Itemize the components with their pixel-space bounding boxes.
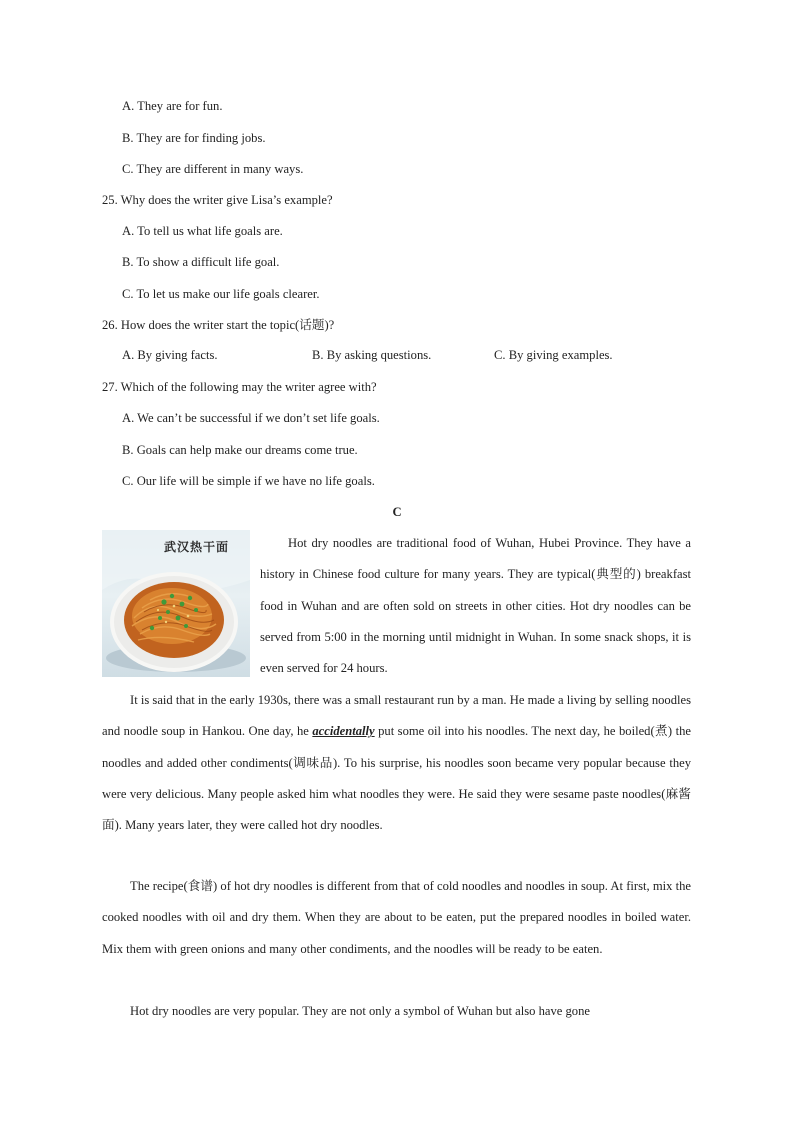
q25-option-a: A. To tell us what life goals are. <box>122 224 283 238</box>
q24-option-a: A. They are for fun. <box>122 99 223 113</box>
passage-paragraph-3: The recipe(食谱) of hot dry noodles is different from that of cold noodles and noodles in soup. At first, mix the cooked noodles with oil and dry them. When they are about to be eaten, put the prepared noodles in boiled water. Mix them with green onions and many other condiments, and the noodles will be ready to be eaten. <box>102 879 691 956</box>
q25-option-b: B. To show a difficult life goal. <box>122 255 280 269</box>
q26-option-c: C. By giving examples. <box>494 348 613 362</box>
q26-option-b: B. By asking questions. <box>312 348 432 362</box>
q25-stem: 25. Why does the writer give Lisa’s example? <box>102 193 333 207</box>
photo-caption: 武汉热干面 <box>164 540 230 554</box>
q25-option-c: C. To let us make our life goals clearer. <box>122 287 320 301</box>
q26-options <box>122 348 642 364</box>
passage-paragraph-2 <box>102 685 691 841</box>
q24-option-b: B. They are for finding jobs. <box>122 131 266 145</box>
q24-option-c: C. They are different in many ways. <box>122 162 304 176</box>
hot-dry-noodles-photo <box>102 530 250 677</box>
keyword-accidentally: accidentally <box>312 724 375 739</box>
q27-option-a: A. We can’t be successful if we don’t set life goals. <box>122 411 380 425</box>
paragraph-2-text-end: put some oil into his noodles. The next day, he boiled(煮) the noodles and added other condiments(调味品). To his surprise, his noodles soon became very popular because they were very delicious. Many people asked him what noodles they were. He said they were sesame paste noodles(麻酱面). Many years later, they were called hot dry noodles. <box>102 724 691 833</box>
section-letter: C <box>392 505 402 519</box>
q27-option-c: C. Our life will be simple if we have no life goals. <box>122 474 375 488</box>
q26-option-a: A. By giving facts. <box>122 348 218 362</box>
q27-stem: 27. Which of the following may the writer agree with? <box>102 380 377 394</box>
passage-paragraph-4: Hot dry noodles are very popular. They are not only a symbol of Wuhan but also have gone <box>130 1004 590 1018</box>
q27-option-b: B. Goals can help make our dreams come true. <box>122 443 358 457</box>
q26-stem: 26. How does the writer start the topic(话题)? <box>102 318 335 332</box>
paragraph-2-text-start: It is said that in the early 1930s, there was a small restaurant run by a man. He made a living by selling noodles and noodle soup in Hankou. One day, he <box>102 693 691 739</box>
passage-paragraph-1: Hot dry noodles are traditional food of Wuhan, Hubei Province. They have a history in Chinese food culture for many years. They are typical(典型的) breakfast food in Wuhan and are often sold on streets in other cities. Hot dry noodles can be served from 5:00 in the morning until midnight in Wuhan. In some snack shops, it is even served for 24 hours. <box>260 536 691 676</box>
